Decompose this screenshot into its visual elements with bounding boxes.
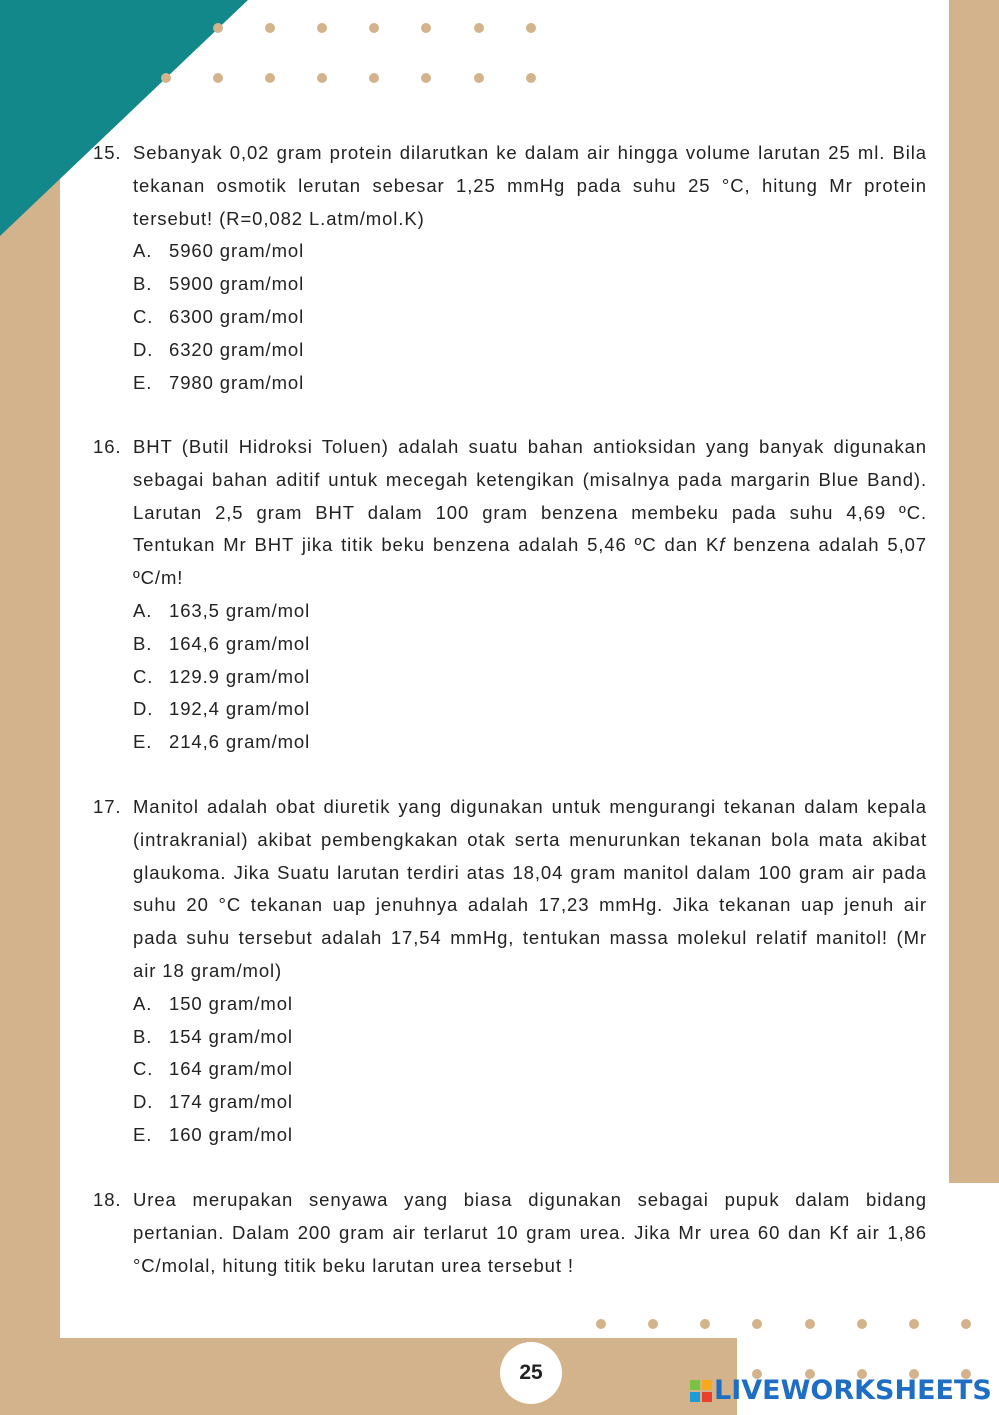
liveworksheets-icon [690, 1380, 712, 1402]
question-text: Urea merupakan senyawa yang biasa digunakan sebagai pupuk dalam bidang pertanian. Dalam 200 gram air terlarut 10 gram urea. Jika Mr urea 60 dan Kf air 1,86 °C/molal, hitung titik beku larutan urea tersebut ! [133, 1189, 927, 1276]
option-b[interactable]: B. 154 gram/mol [133, 1025, 293, 1047]
option-a[interactable]: A. 163,5 gram/mol [133, 599, 311, 621]
question-number: 17. [93, 796, 122, 817]
question-text: Sebanyak 0,02 gram protein dilarutkan ke dalam air hingga volume larutan 25 ml. Bila tekanan osmotik lerutan sebesar 1,25 mmHg pada suhu 25 °C, hitung Mr protein tersebut! (R=0,082 L.atm/mol.K) [133, 142, 927, 229]
right-border-band [949, 0, 999, 1183]
question-number: 16. [93, 436, 122, 457]
question-18 [93, 1184, 927, 1282]
option-a[interactable]: A. 5960 gram/mol [133, 240, 305, 262]
answer-options [133, 235, 927, 399]
liveworksheets-logo[interactable] [690, 1375, 992, 1406]
question-text: Manitol adalah obat diuretik yang digunakan untuk mengurangi tekanan dalam kepala (intrakranial) akibat pembengkakan otak serta menurunkan tekanan bola mata akibat glaukoma. Jika Suatu larutan terdiri atas 18,04 gram manitol dalam 100 gram air pada suhu 20 °C tekanan uap jenuhnya adalah 17,23 mmHg. Jika tekanan uap jenuh air pada suhu tersebut adalah 17,54 mmHg, tentukan massa molekul relatif manitol! (Mr air 18 gram/mol) [133, 796, 927, 981]
option-d[interactable]: D. 174 gram/mol [133, 1091, 293, 1113]
option-d[interactable]: D. 6320 gram/mol [133, 338, 305, 360]
option-e[interactable]: E. 214,6 gram/mol [133, 731, 311, 753]
option-c[interactable]: C. 164 gram/mol [133, 1058, 293, 1080]
liveworksheets-brand: LIVEWORKSHEETS [714, 1375, 992, 1406]
option-e[interactable]: E. 7980 gram/mol [133, 371, 305, 393]
page-number: 25 [500, 1342, 562, 1404]
option-c[interactable]: C. 129.9 gram/mol [133, 665, 311, 687]
option-d[interactable]: D. 192,4 gram/mol [133, 698, 311, 720]
question-text: BHT (Butil Hidroksi Toluen) adalah suatu bahan antioksidan yang banyak digunakan sebagai bahan aditif untuk mecegah ketengikan (misalnya pada margarin Blue Band). Larutan 2,5 gram BHT dalam 100 gram benzena membeku pada suhu 4,69 ºC. Tentukan Mr BHT jika titik beku benzena adalah 5,46 ºC dan Kf benzena adalah 5,07 ºC/m! [133, 436, 927, 589]
option-b[interactable]: B. 5900 gram/mol [133, 273, 305, 295]
question-number: 15. [93, 142, 122, 163]
answer-options [133, 988, 927, 1152]
question-16 [93, 431, 927, 759]
question-15 [93, 137, 927, 399]
option-b[interactable]: B. 164,6 gram/mol [133, 632, 311, 654]
bottom-border-band [0, 1338, 737, 1415]
option-c[interactable]: C. 6300 gram/mol [133, 305, 305, 327]
option-a[interactable]: A. 150 gram/mol [133, 992, 293, 1014]
question-number: 18. [93, 1189, 122, 1210]
option-e[interactable]: E. 160 gram/mol [133, 1123, 293, 1145]
question-17 [93, 791, 927, 1152]
answer-options [133, 595, 927, 759]
